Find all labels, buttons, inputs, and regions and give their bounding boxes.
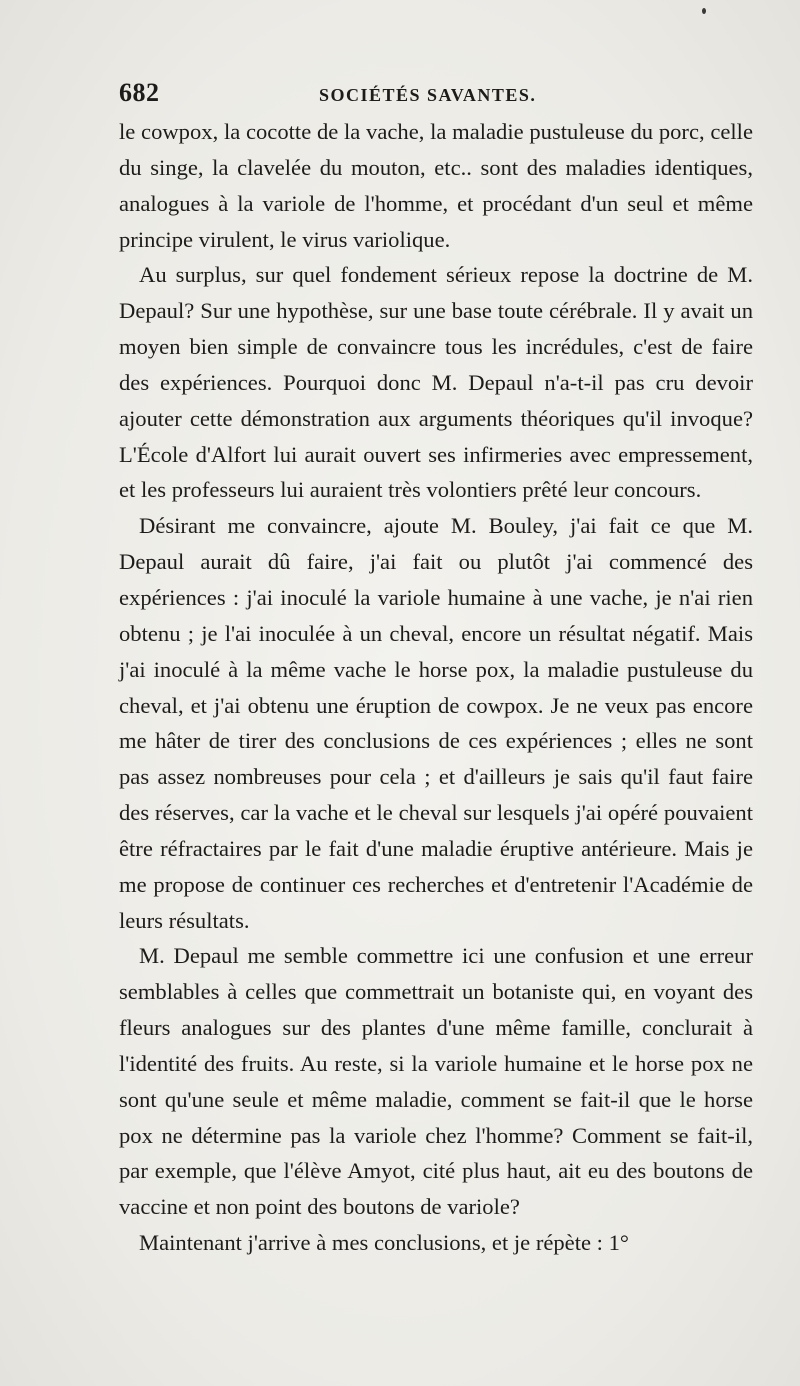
paragraph: Au surplus, sur quel fondement sérieux repose la doctrine de M. Depaul? Sur une hypothèse, sur une base toute cérébrale. Il y avait un moyen bien simple de convaincre tous les incrédules, c'est de faire des expériences. Pourquoi donc M. Depaul n'a-t-il pas cru devoir ajouter cette démonstration aux arguments théoriques qu'il invoque? L'École d'Alfort lui aurait ouvert ses infirmeries avec empressement, et les professeurs lui auraient très volontiers prêté leur concours. xyxy=(119,262,753,503)
paragraph: Désirant me convaincre, ajoute M. Bouley, j'ai fait ce que M. Depaul aurait dû faire, j'ai fait ou plutôt j'ai commencé des expériences : j'ai inoculé la variole humaine à une vache, je n'ai rien obtenu ; je l'ai inoculée à un cheval, encore un résultat négatif. Mais j'ai inoculé à la même vache le horse pox, la maladie pustuleuse du cheval, et j'ai obtenu une éruption de cowpox. Je ne veux pas encore me hâter de tirer des conclusions de ces expériences ; elles ne sont pas assez nombreuses pour cela ; et d'ailleurs je sais qu'il faut faire des réserves, car la vache et le cheval sur lesquels j'ai opéré pouvaient être réfractaires par le fait d'une maladie éruptive antérieure. Mais je me propose de continuer ces recherches et d'entretenir l'Académie de leurs résultats. xyxy=(119,513,753,933)
page-number: 682 xyxy=(119,78,160,107)
paragraph: Maintenant j'arrive à mes conclusions, et je répète : 1° xyxy=(139,1230,629,1256)
paragraph: le cowpox, la cocotte de la vache, la maladie pustuleuse du porc, celle du singe, la clavelée du mouton, etc.. sont des maladies identiques, analogues à la variole de l'homme, et procédant d'un seul et même principe virulent, le virus variolique. xyxy=(119,119,753,252)
page-header xyxy=(119,78,755,110)
ink-speck xyxy=(702,8,706,14)
paragraph: M. Depaul me semble commettre ici une confusion et une erreur semblables à celles que commettrait un botaniste qui, en voyant des fleurs analogues sur des plantes d'une même famille, conclurait à l'identité des fruits. Au reste, si la variole humaine et le horse pox ne sont qu'une seule et même maladie, comment se fait-il que le horse pox ne détermine pas la variole chez l'homme? Comment se fait-il, par exemple, que l'élève Amyot, cité plus haut, ait eu des boutons de vaccine et non point des boutons de variole? xyxy=(119,943,753,1220)
running-head: SOCIÉTÉS SAVANTES. xyxy=(319,85,537,105)
body-text xyxy=(119,114,753,1261)
